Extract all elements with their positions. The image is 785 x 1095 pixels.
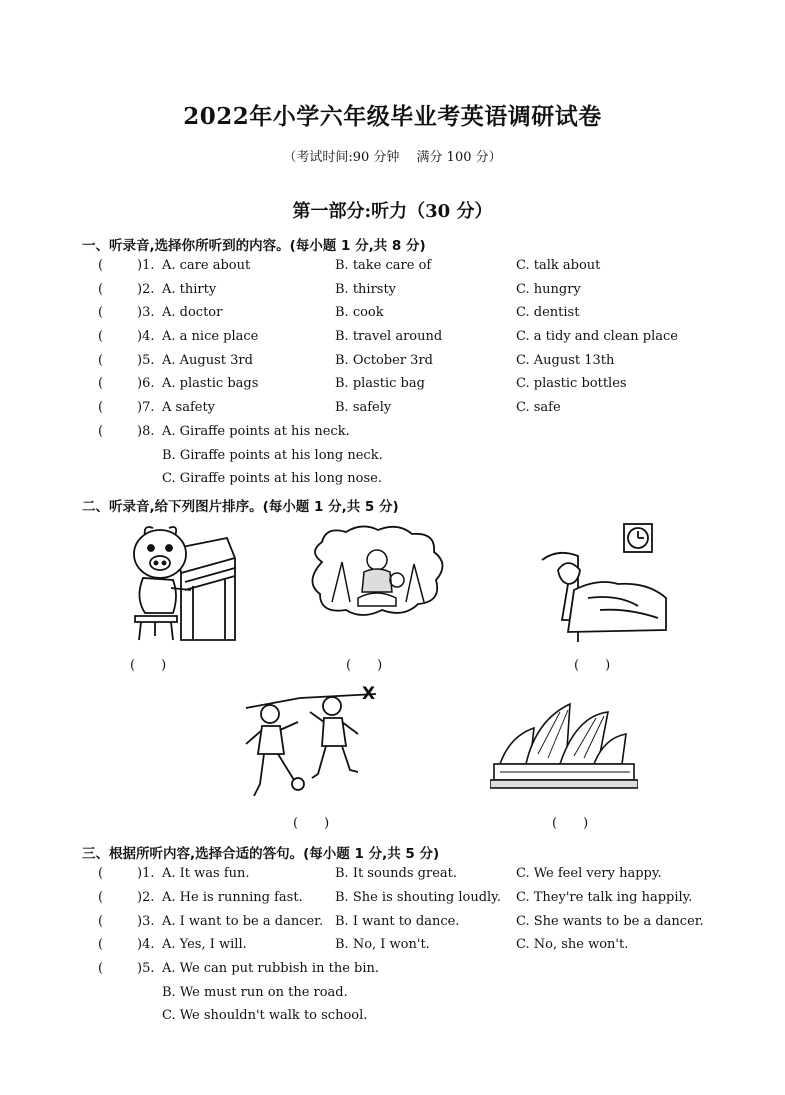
answer-paren[interactable]: ( (98, 305, 104, 320)
opera-house-icon (490, 698, 638, 808)
option-c: C. hungry (516, 282, 581, 297)
option-c: C. a tidy and clean place (516, 329, 678, 344)
s3-question-1 (0, 866, 785, 888)
part1-title: 第一部分:听力（30 分） (292, 201, 493, 222)
question-number: )1. (137, 258, 155, 273)
picture-answer-paren[interactable]: ( ) (293, 816, 330, 831)
option-a: A. August 3rd (162, 353, 253, 368)
option-c: C. No, she won't. (516, 937, 629, 952)
question-number: )8. (137, 424, 155, 439)
option-a: A. He is running fast. (162, 890, 303, 905)
answer-paren[interactable]: ( (98, 961, 104, 976)
option-a: A. I want to be a dancer. (162, 914, 324, 929)
answer-paren[interactable]: ( (98, 353, 104, 368)
picture-opera-house (490, 698, 638, 808)
question-number: )4. (137, 937, 155, 952)
picture-pig-piano (115, 518, 237, 643)
option-c: C. They're talk ing happily. (516, 890, 693, 905)
option-c: C. She wants to be a dancer. (516, 914, 704, 929)
option-a: A. plastic bags (162, 376, 259, 391)
option-b: B. safely (335, 400, 392, 415)
question-number: )4. (137, 329, 155, 344)
option-a: A. It was fun. (162, 866, 250, 881)
answer-paren[interactable]: ( (98, 376, 104, 391)
question-number: )2. (137, 890, 155, 905)
option-b: B. take care of (335, 258, 432, 273)
question-number: )7. (137, 400, 155, 415)
option-c: C. August 13th (516, 353, 615, 368)
option-b: B. It sounds great. (335, 866, 458, 881)
question-number: )6. (137, 376, 155, 391)
s1-question-7 (0, 400, 785, 422)
s3-question-3 (0, 914, 785, 936)
answer-paren[interactable]: ( (98, 258, 104, 273)
option-a: A. We can put rubbish in the bin. (162, 961, 380, 976)
option-b: B. travel around (335, 329, 443, 344)
s3-question-2 (0, 890, 785, 912)
sleeping-girl-icon (538, 520, 670, 642)
picture-answer-paren[interactable]: ( ) (574, 658, 611, 673)
s1-q8-option-b: B. Giraffe points at his long neck. (162, 448, 383, 463)
option-c: C. dentist (516, 305, 580, 320)
question-number: )3. (137, 914, 155, 929)
option-a: A. thirty (162, 282, 217, 297)
picture-dream-cloud (302, 522, 452, 622)
question-number: )5. (137, 353, 155, 368)
s3-question-5 (0, 961, 785, 983)
exam-title: 2022年小学六年级毕业考英语调研试卷 (183, 103, 602, 130)
picture-answer-paren[interactable]: ( ) (552, 816, 589, 831)
s3-q5-option-b: B. We must run on the road. (162, 985, 348, 1000)
option-c: C. plastic bottles (516, 376, 627, 391)
option-a: A. a nice place (162, 329, 259, 344)
pig-piano-icon (115, 518, 237, 643)
option-b: B. cook (335, 305, 384, 320)
question-number: )3. (137, 305, 155, 320)
question-number: )5. (137, 961, 155, 976)
section2-heading: 二、听录音,给下列图片排序。(每小题 1 分,共 5 分) (82, 499, 399, 515)
option-b: B. October 3rd (335, 353, 433, 368)
picture-answer-paren[interactable]: ( ) (346, 658, 383, 673)
answer-paren[interactable]: ( (98, 914, 104, 929)
option-b: B. No, I won't. (335, 937, 430, 952)
exam-subtitle: （考试时间:90 分钟 满分 100 分） (283, 150, 502, 165)
s1-question-8 (0, 424, 785, 446)
s1-question-5 (0, 353, 785, 375)
option-c: C. talk about (516, 258, 601, 273)
option-b: B. thirsty (335, 282, 397, 297)
option-b: B. plastic bag (335, 376, 425, 391)
question-number: )1. (137, 866, 155, 881)
answer-paren[interactable]: ( (98, 890, 104, 905)
s3-q5-option-c: C. We shouldn't walk to school. (162, 1008, 368, 1023)
s3-question-4 (0, 937, 785, 959)
option-b: B. She is shouting loudly. (335, 890, 501, 905)
x-mark: X (362, 684, 376, 704)
option-a: A. doctor (162, 305, 223, 320)
dream-cloud-icon (302, 522, 452, 622)
answer-paren[interactable]: ( (98, 866, 104, 881)
answer-paren[interactable]: ( (98, 400, 104, 415)
s1-question-2 (0, 282, 785, 304)
s1-question-3 (0, 305, 785, 327)
picture-sleeping-girl (538, 520, 670, 642)
answer-paren[interactable]: ( (98, 424, 104, 439)
option-a: A. care about (162, 258, 251, 273)
option-a: A. Yes, I will. (162, 937, 247, 952)
answer-paren[interactable]: ( (98, 937, 104, 952)
option-a: A. Giraffe points at his neck. (162, 424, 350, 439)
picture-answer-paren[interactable]: ( ) (130, 658, 167, 673)
section1-heading: 一、听录音,选择你所听到的内容。(每小题 1 分,共 8 分) (82, 238, 426, 254)
option-b: B. I want to dance. (335, 914, 460, 929)
s1-q8-option-c: C. Giraffe points at his long nose. (162, 471, 382, 486)
question-number: )2. (137, 282, 155, 297)
option-a: A safety (162, 400, 216, 415)
answer-paren[interactable]: ( (98, 282, 104, 297)
option-c: C. safe (516, 400, 561, 415)
s1-question-4 (0, 329, 785, 351)
section3-heading: 三、根据所听内容,选择合适的答句。(每小题 1 分,共 5 分) (82, 846, 440, 862)
s1-question-6 (0, 376, 785, 398)
option-c: C. We feel very happy. (516, 866, 662, 881)
s1-question-1 (0, 258, 785, 280)
answer-paren[interactable]: ( (98, 329, 104, 344)
